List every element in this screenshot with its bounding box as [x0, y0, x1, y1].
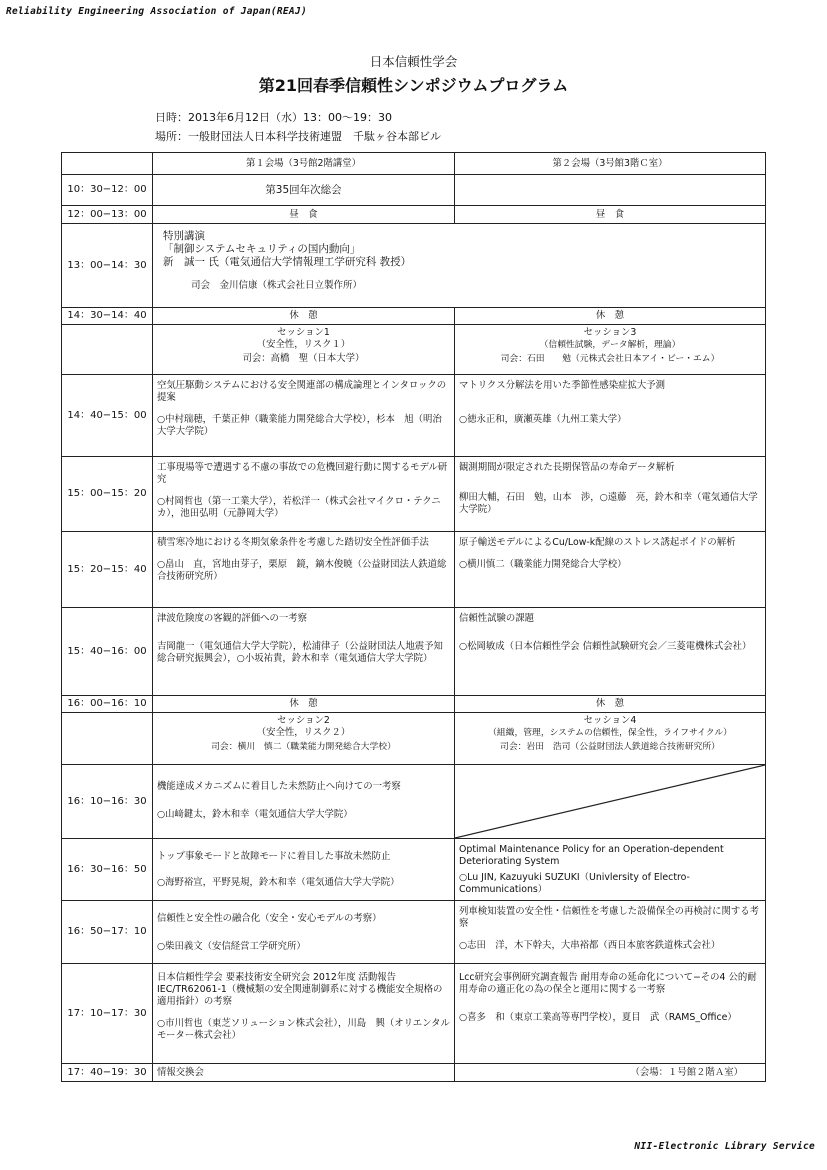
talk-title: 信頼性と安全性の融合化（安全・安心モデルの考察）	[157, 913, 382, 924]
talk-cell	[153, 457, 455, 532]
session-topic: （安全性，リスク１）	[256, 339, 351, 350]
diagonal-line	[455, 765, 765, 838]
time-slot: 12：00−13：00	[62, 206, 153, 224]
keynote-cell	[153, 224, 766, 308]
talk-title: 機能達成メカニズムに着目した未然防止へ向けての一考察	[157, 781, 401, 792]
room-header-row	[62, 153, 766, 175]
talk-authors: ○松岡敏成（日本信頼性学会 信頼性試験研究会／三菱電機株式会社）	[459, 641, 752, 652]
talk-title: 津波危険度の客観的評価への一考察	[157, 613, 308, 624]
networking-event: 情報交換会	[153, 1064, 455, 1082]
talk-row	[62, 964, 766, 1064]
break-label: 休 憩	[153, 696, 455, 713]
empty-cell	[455, 175, 766, 206]
talk-authors: ○喜多 和（東京工業高等専門学校），夏目 武（RAMS_Office）	[459, 1012, 737, 1023]
talk-cell	[455, 839, 766, 901]
talk-title: Optimal Maintenance Policy for an Operation-dependent Deteriorating System	[459, 844, 724, 867]
talk-cell	[455, 457, 766, 532]
session-chair: 司会：横川 慎二（職業能力開発総合大学校）	[211, 742, 396, 752]
time-slot: 15：40−16：00	[62, 608, 153, 696]
time-slot: 14：30−14：40	[62, 308, 153, 325]
session-name: セッション1	[277, 327, 330, 338]
schedule-row	[62, 308, 766, 325]
library-header: Reliability Engineering Association of Japan(REAJ)	[6, 6, 307, 17]
keynote-chair: 司会 金川信康（株式会社日立製作所）	[191, 280, 363, 291]
talk-authors: ○山﨑鍵太，鈴木和幸（電気通信大学大学院）	[157, 809, 353, 820]
talk-cell	[455, 532, 766, 608]
talk-cell	[153, 765, 455, 839]
schedule-row	[62, 1064, 766, 1082]
time-slot: 16：50−17：10	[62, 901, 153, 964]
talk-title: マトリクス分解法を用いた季節性感染症拡大予測	[459, 380, 665, 391]
room1-header: 第１会場（3号館2階講堂）	[153, 153, 455, 175]
time-slot: 17：10−17：30	[62, 964, 153, 1064]
break-label: 休 憩	[455, 308, 766, 325]
time-slot: 15：00−15：20	[62, 457, 153, 532]
talk-authors: ○市川哲也（東芝ソリューション株式会社），川島 興（オリエンタルモーター株式会社）	[157, 1018, 450, 1041]
talk-title: 列車検知装置の安全性・信頼性を考慮した設備保全の再検討に関する考察	[459, 906, 760, 929]
time-slot: 16：30−16：50	[62, 839, 153, 901]
session1-header	[153, 325, 455, 375]
session-header-row	[62, 713, 766, 765]
annual-meeting: 第35回年次総会	[153, 175, 455, 206]
schedule-row	[62, 206, 766, 224]
talk-title: Lcc研究会事例研究調査報告 耐用寿命の延命化について−その4 公的耐用寿命の適正化の為の保全と運用に関する一考察	[459, 972, 757, 995]
session2-header	[153, 713, 455, 765]
session-topic: （安全性，リスク２）	[256, 727, 351, 738]
talk-title: トップ事象モードと故障モードに着目した事故未然防止	[157, 851, 391, 862]
break-label: 休 憩	[153, 308, 455, 325]
session-name: セッション4	[583, 715, 637, 726]
talk-cell	[455, 375, 766, 457]
talk-row	[62, 532, 766, 608]
networking-venue: （会場：１号館２階Ａ室）	[455, 1064, 766, 1082]
talk-title: 原子輸送モデルによるCu/Low-k配線のストレス誘起ボイドの解析	[459, 537, 736, 548]
empty-slot	[455, 765, 766, 839]
time-slot: 16：00−16：10	[62, 696, 153, 713]
talk-title: 工事現場等で遭遇する不慮の事故での危機回避行動に関するモデル研究	[157, 462, 448, 485]
keynote-speaker: 新 誠一 氏（電気通信大学情報理工学研究科 教授）	[163, 256, 412, 268]
talk-cell	[153, 901, 455, 964]
talk-cell	[455, 964, 766, 1064]
session4-header	[455, 713, 766, 765]
talk-authors: ○海野裕宣，平野晃規，鈴木和幸（電気通信大学大学院）	[157, 877, 400, 888]
time-slot: 13：00−14：30	[62, 224, 153, 308]
talk-cell	[153, 375, 455, 457]
time-slot: 17：40−19：30	[62, 1064, 153, 1082]
session-chair: 司会：高橋 聖（日本大学）	[242, 353, 365, 364]
talk-authors: ○中村瑞穂，千葉正伸（職業能力開発総合大学校），杉本 旭（明治大学大学院）	[157, 414, 442, 437]
room2-header: 第２会場（3号館3階Ｃ室）	[455, 153, 766, 175]
talk-row	[62, 608, 766, 696]
lunch-label: 昼 食	[455, 206, 766, 224]
talk-authors: ○柴田義文（安信経営工学研究所）	[157, 941, 306, 952]
talk-cell	[153, 839, 455, 901]
time-slot: 14：40−15：00	[62, 375, 153, 457]
talk-row	[62, 901, 766, 964]
library-footer: NII-Electronic Library Service	[634, 1141, 815, 1152]
organizer: 日本信頼性学会	[369, 54, 458, 69]
talk-cell	[153, 608, 455, 696]
session-topic: （組織，管理，システムの信頼性，保全性，ライフサイクル）	[488, 728, 732, 738]
talk-row	[62, 375, 766, 457]
keynote-row	[62, 224, 766, 308]
talk-authors: ○横川慎二（職業能力開発総合大学校）	[459, 559, 627, 570]
session-chair: 司会：岩田 浩司（公益財団法人鉄道総合技術研究所）	[500, 742, 720, 752]
blank-cell	[62, 325, 153, 375]
talk-title: 積雪寒冷地における冬期気象条件を考慮した踏切安全性評価手法	[157, 537, 429, 548]
session-chair: 司会：石田 勉（元株式会社日本アイ・ビー・エム）	[500, 354, 720, 364]
program-table	[61, 152, 766, 1082]
talk-title: 信頼性試験の課題	[459, 613, 535, 624]
keynote-label: 特別講演	[163, 230, 205, 242]
talk-cell	[455, 901, 766, 964]
talk-authors: ○畠山 直，宮地由芽子，栗原 鏡，鏑木俊暁（公益財団法人鉄道総合技術研究所）	[157, 559, 447, 582]
blank-cell	[62, 153, 153, 175]
talk-cell	[153, 532, 455, 608]
time-slot: 16：10−16：30	[62, 765, 153, 839]
talk-authors: ○Lu JIN, Kazuyuki SUZUKI（Univlersity of Electro-Communications）	[459, 872, 690, 895]
session-name: セッション3	[583, 327, 637, 338]
talk-authors: ○村岡哲也（第一工業大学），若松洋一（株式会社マイクロ・テクニカ），池田弘明（元静岡大学）	[157, 496, 441, 519]
schedule-row	[62, 696, 766, 713]
talk-row	[62, 839, 766, 901]
event-date: 日時：2013年6月12日（水）13：00〜19：30	[155, 111, 392, 124]
lunch-label: 昼 食	[153, 206, 455, 224]
session-header-row	[62, 325, 766, 375]
time-slot: 15：20−15：40	[62, 532, 153, 608]
talk-row	[62, 457, 766, 532]
talk-cell	[153, 964, 455, 1064]
talk-authors: ○徳永正和，廣瀬英雄（九州工業大学）	[459, 414, 627, 425]
talk-authors: 吉岡龍一（電気通信大学大学院），松浦律子（公益財団法人地震予知総合研究振興会），○小坂祐貴，鈴木和幸（電気通信大学大学院）	[157, 641, 443, 664]
blank-cell	[62, 713, 153, 765]
talk-authors: 柳田大輔，石田 勉，山本 渉，○遠藤 亮，鈴木和幸（電気通信大学大学院）	[459, 492, 758, 515]
schedule-row	[62, 175, 766, 206]
page-title: 第21回春季信頼性シンポジウムプログラム	[258, 76, 569, 95]
talk-authors: ○志田 洋，木下幹夫，大串裕都（西日本旅客鉄道株式会社）	[459, 940, 721, 951]
talk-title: 空気圧駆動システムにおける安全関連部の構成論理とインタロックの提案	[157, 380, 447, 403]
talk-cell	[455, 608, 766, 696]
time-slot: 10：30−12：00	[62, 175, 153, 206]
keynote-title: 「制御システムセキュリティの国内動向」	[163, 243, 361, 255]
talk-title: 日本信頼性学会 要素技術安全研究会 2012年度 活動報告 IEC/TR62061-1（機械類の安全関連制御系に対する機能安全規格の適用指針）の考察	[157, 972, 443, 1007]
session3-header	[455, 325, 766, 375]
talk-title: 観測期間が限定された長期保管品の寿命データ解析	[459, 462, 675, 473]
break-label: 休 憩	[455, 696, 766, 713]
session-topic: （信頼性試験，データ解析，理論）	[539, 340, 681, 350]
talk-row	[62, 765, 766, 839]
event-place: 場所：一般財団法人日本科学技術連盟 千駄ヶ谷本部ビル	[155, 130, 441, 143]
session-name: セッション2	[277, 715, 330, 726]
